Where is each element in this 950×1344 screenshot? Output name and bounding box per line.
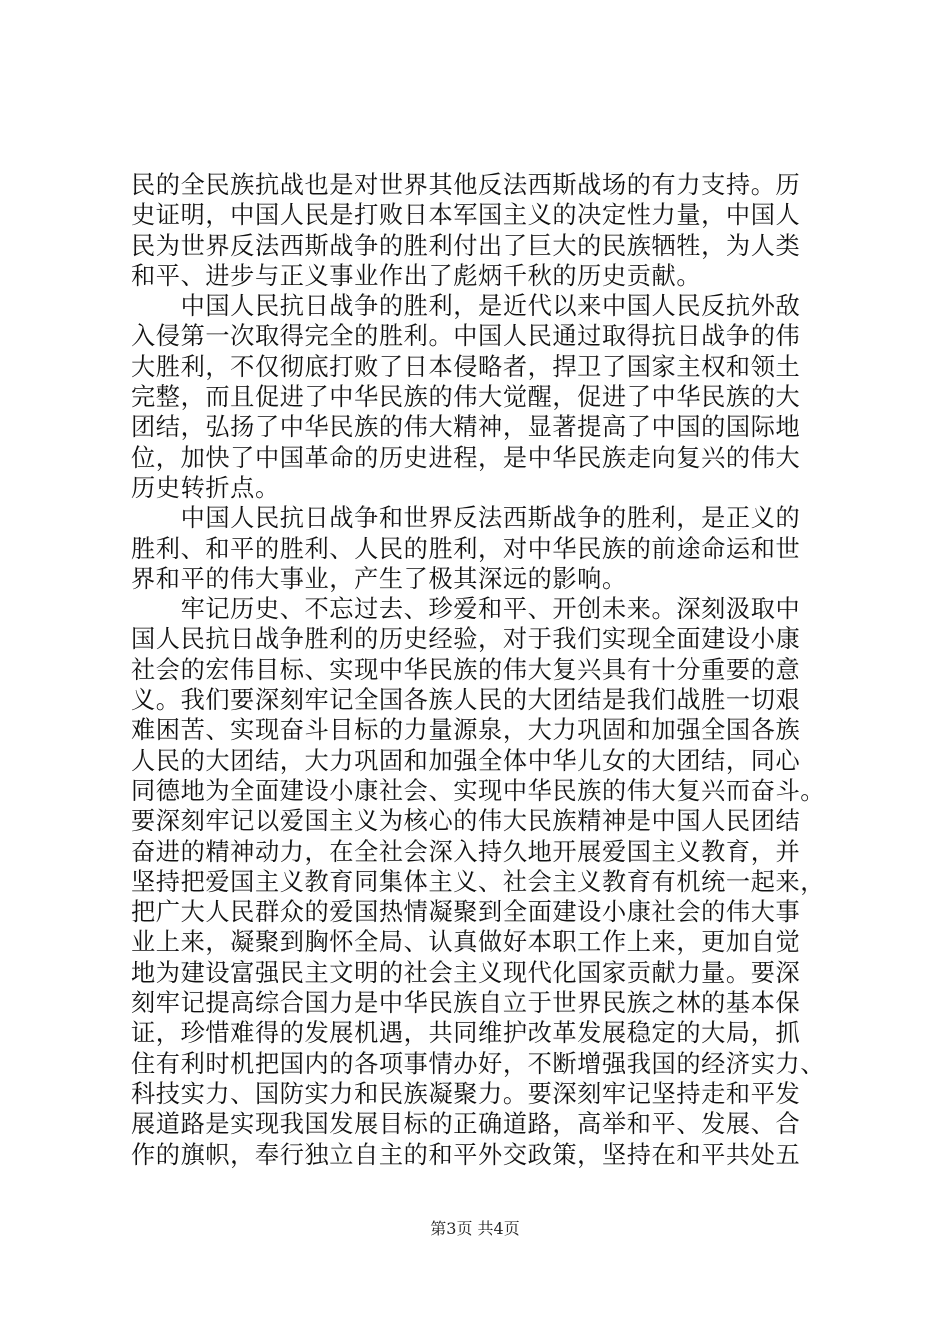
text-line: 要深刻牢记以爱国主义为核心的伟大民族精神是中国人民团结 <box>131 807 801 836</box>
text-line: 科技实力、国防实力和民族凝聚力。要深刻牢记坚持走和平发 <box>131 1079 801 1108</box>
text-line: 界和平的伟大事业，产生了极其深远的影响。 <box>131 564 627 593</box>
text-line: 胜利、和平的胜利、人民的胜利，对中华民族的前途命运和世 <box>131 534 801 563</box>
text-line: 入侵第一次取得完全的胜利。中国人民通过取得抗日战争的伟 <box>131 322 801 351</box>
text-line: 民的全民族抗战也是对世界其他反法西斯战场的有力支持。历 <box>131 171 801 199</box>
page-footer: 第3页 共4页 <box>430 1219 520 1238</box>
text-line: 难困苦、实现奋斗目标的力量源泉，大力巩固和加强全国各族 <box>131 716 801 745</box>
text-line: 同德地为全面建设小康社会、实现中华民族的伟大复兴而奋斗。 <box>131 776 826 805</box>
text-line: 作的旗帜，奉行独立自主的和平外交政策，坚持在和平共处五 <box>131 1140 801 1169</box>
text-line: 中国人民抗日战争的胜利，是近代以来中国人民反抗外敌 <box>131 292 801 321</box>
body-text <box>131 170 851 1170</box>
text-line: 刻牢记提高综合国力是中华民族自立于世界民族之林的基本保 <box>131 989 801 1018</box>
text-line: 史证明，中国人民是打败日本军国主义的决定性力量，中国人 <box>131 201 801 230</box>
text-line: 历史转折点。 <box>131 473 280 502</box>
text-line: 业上来，凝聚到胸怀全局、认真做好本职工作上来，更加自觉 <box>131 928 801 957</box>
text-line: 奋进的精神动力，在全社会深入持久地开展爱国主义教育，并 <box>131 837 801 866</box>
text-line: 义。我们要深刻牢记全国各族人民的大团结是我们战胜一切艰 <box>131 686 801 715</box>
text-line: 国人民抗日战争胜利的历史经验，对于我们实现全面建设小康 <box>131 625 801 654</box>
text-line: 证，珍惜难得的发展机遇，共同维护改革发展稳定的大局，抓 <box>131 1019 801 1048</box>
text-line: 中国人民抗日战争和世界反法西斯战争的胜利，是正义的 <box>131 504 801 533</box>
text-line: 团结，弘扬了中华民族的伟大精神，显著提高了中国的国际地 <box>131 413 801 442</box>
text-line: 和平、进步与正义事业作出了彪炳千秋的历史贡献。 <box>131 261 702 290</box>
text-line: 大胜利，不仅彻底打败了日本侵略者，捍卫了国家主权和领土 <box>131 352 801 381</box>
text-line: 坚持把爱国主义教育同集体主义、社会主义教育有机统一起来， <box>131 867 826 896</box>
text-line: 住有利时机把国内的各项事情办好，不断增强我国的经济实力、 <box>131 1049 826 1078</box>
text-line: 地为建设富强民主文明的社会主义现代化国家贡献力量。要深 <box>131 958 801 987</box>
text-line: 把广大人民群众的爱国热情凝聚到全面建设小康社会的伟大事 <box>131 898 801 927</box>
text-line: 位，加快了中国革命的历史进程，是中华民族走向复兴的伟大 <box>131 443 801 472</box>
text-line: 民为世界反法西斯战争的胜利付出了巨大的民族牺牲，为人类 <box>131 231 801 260</box>
text-line: 展道路是实现我国发展目标的正确道路，高举和平、发展、合 <box>131 1110 801 1139</box>
text-line: 人民的大团结，大力巩固和加强全体中华儿女的大团结，同心 <box>131 746 801 775</box>
text-line: 社会的宏伟目标、实现中华民族的伟大复兴具有十分重要的意 <box>131 655 801 684</box>
text-line: 牢记历史、不忘过去、珍爱和平、开创未来。深刻汲取中 <box>131 595 801 624</box>
text-line: 完整，而且促进了中华民族的伟大觉醒，促进了中华民族的大 <box>131 383 801 412</box>
